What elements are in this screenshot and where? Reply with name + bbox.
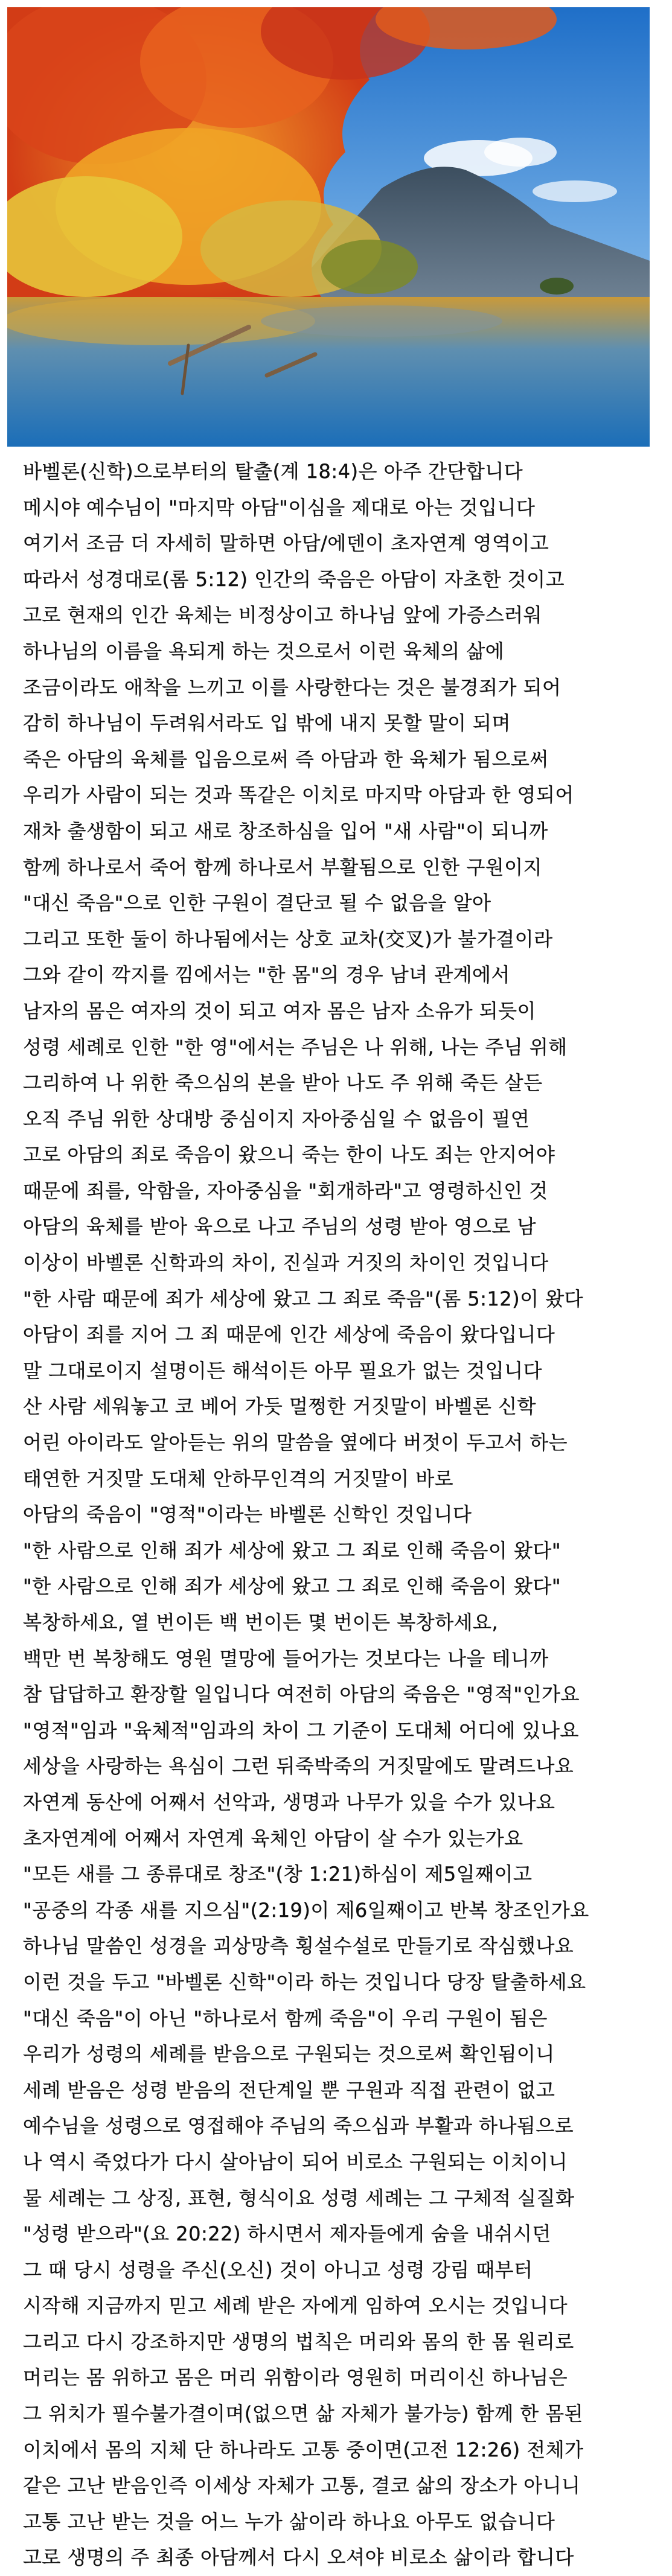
text-line: "대신 죽음"이 아닌 "하나로서 함께 죽음"이 우리 구원이 됨은: [23, 2006, 548, 2030]
text-line: 우리가 성령의 세례를 받음으로 구원되는 것으로써 확인됨이니: [23, 2042, 555, 2066]
text-line: 참 답답하고 환장할 일입니다 여전히 아담의 죽음은 "영적"인가요: [23, 1683, 580, 1706]
text-line: 바벨론(신학)으로부터의 탈출(계 18:4)은 아주 간단합니다: [23, 460, 523, 483]
text-line: 복창하세요, 열 번이든 백 번이든 몇 번이든 복창하세요,: [23, 1611, 499, 1634]
text-line: 고로 아담의 죄로 죽음이 왔으니 죽는 한이 나도 죄는 안지어야: [23, 1143, 555, 1167]
text-line: 세례 받음은 성령 받음의 전단계일 뿐 구원과 직접 관련이 없고: [23, 2078, 555, 2102]
text-line: 고통 고난 받는 것을 어느 누가 삶이라 하나요 아무도 없습니다: [23, 2510, 555, 2533]
text-line: 예수님을 성령으로 영접해야 주님의 죽으심과 부활과 하나됨으로: [23, 2114, 574, 2138]
text-line: 하나님 말씀인 성경을 괴상망측 횡설수설로 만들기로 작심했나요: [23, 1934, 574, 1958]
text-line: "한 사람 때문에 죄가 세상에 왔고 그 죄로 죽음"(롬 5:12)이 왔다: [23, 1287, 584, 1310]
text-line: 머리는 몸 위하고 몸은 머리 위함이라 영원히 머리이신 하나님은: [23, 2366, 568, 2389]
text-line: 오직 주님 위한 상대방 중심이지 자아중심일 수 없음이 필연: [23, 1107, 530, 1130]
text-line: 아담이 죄를 지어 그 죄 때문에 인간 세상에 죽음이 왔다입니다: [23, 1323, 555, 1347]
text-line: 이치에서 몸의 지체 단 하나라도 고통 중이면(고전 12:26) 전체가: [23, 2438, 584, 2461]
text-line: "모든 새를 그 종류대로 창조"(창 1:21)하심이 제5일째이고: [23, 1863, 533, 1886]
text-line: 물 세례는 그 상징, 표현, 형식이요 성령 세례는 그 구체적 실질화: [23, 2186, 575, 2210]
text-line: 시작해 지금까지 믿고 세례 받은 자에게 임하여 오시는 것입니다: [23, 2294, 568, 2318]
text-line: 재차 출생함이 되고 새로 창조하심을 입어 "새 사람"이 되니까: [23, 819, 548, 843]
text-line: 메시야 예수님이 "마지막 아담"이심을 제대로 아는 것입니다: [23, 496, 536, 519]
article-body: [23, 454, 663, 2576]
text-line: 같은 고난 받음인즉 이세상 자체가 고통, 결코 삶의 장소가 아니니: [23, 2474, 581, 2498]
text-line: 아담의 죽음이 "영적"이라는 바벨론 신학인 것입니다: [23, 1503, 472, 1526]
text-line: 나 역시 죽었다가 다시 살아남이 되어 비로소 구원되는 이치이니: [23, 2150, 568, 2173]
text-line: "공중의 각종 새를 지으심"(2:19)이 제6일째이고 반복 창조인가요: [23, 1898, 589, 1922]
text-line: 자연계 동산에 어째서 선악과, 생명과 나무가 있을 수가 있나요: [23, 1790, 555, 1814]
text-line: 이런 것을 두고 "바벨론 신학"이라 하는 것입니다 당장 탈출하세요: [23, 1970, 586, 1994]
text-line: 남자의 몸은 여자의 것이 되고 여자 몸은 남자 소유가 되듯이: [23, 999, 536, 1022]
text-line: 죽은 아담의 육체를 입음으로써 즉 아담과 한 육체가 됨으로써: [23, 747, 549, 771]
text-line: 따라서 성경대로(롬 5:12) 인간의 죽음은 아담이 자초한 것이고: [23, 567, 565, 591]
text-line: "성령 받으라"(요 20:22) 하시면서 제자들에게 숨을 내쉬시던: [23, 2222, 551, 2246]
text-line: 그리고 다시 강조하지만 생명의 법칙은 머리와 몸의 한 몸 원리로: [23, 2330, 574, 2353]
text-line: 고로 현재의 인간 육체는 비정상이고 하나님 앞에 가증스러워: [23, 604, 543, 627]
text-line: 고로 생명의 주 최종 아담께서 다시 오셔야 비로소 삶이라 합니다: [23, 2546, 574, 2569]
text-line: "한 사람으로 인해 죄가 세상에 왔고 그 죄로 인해 죽음이 왔다": [23, 1575, 562, 1598]
text-line: 우리가 사람이 되는 것과 똑같은 이치로 마지막 아담과 한 영되어: [23, 783, 574, 807]
text-line: "영적"임과 "육체적"임과의 차이 그 기준이 도대체 어디에 있나요: [23, 1718, 579, 1742]
text-line: 이상이 바벨론 신학과의 차이, 진실과 거짓의 차이인 것입니다: [23, 1251, 549, 1275]
text-line: 그 때 당시 성령을 주신(오신) 것이 아니고 성령 강림 때부터: [23, 2258, 533, 2281]
text-line: 그와 같이 깍지를 낌에서는 "한 몸"의 경우 남녀 관계에서: [23, 963, 510, 987]
text-line: 함께 하나로서 죽어 함께 하나로서 부활됨으로 인한 구원이지: [23, 855, 543, 879]
text-line: 하나님의 이름을 욕되게 하는 것으로서 이런 육체의 삶에: [23, 639, 505, 663]
photo-autumn-lake-mountain-icon: [7, 7, 650, 447]
text-line: 아담의 육체를 받아 육으로 나고 주님의 성령 받아 영으로 남: [23, 1215, 536, 1239]
text-line: 때문에 죄를, 악함을, 자아중심을 "회개하라"고 영령하신인 것: [23, 1179, 548, 1202]
photo-autumn-lake-mountain: [7, 7, 650, 447]
text-line: 감히 하나님이 두려워서라도 입 밖에 내지 못할 말이 되며: [23, 712, 511, 735]
text-line: 조금이라도 애착을 느끼고 이를 사랑한다는 것은 불경죄가 되어: [23, 675, 562, 699]
text-line: 성령 세례로 인한 "한 영"에서는 주님은 나 위해, 나는 주님 위해: [23, 1035, 568, 1059]
text-line: 백만 번 복창해도 영원 멸망에 들어가는 것보다는 나을 테니까: [23, 1647, 549, 1670]
text-line: "한 사람으로 인해 죄가 세상에 왔고 그 죄로 인해 죽음이 왔다": [23, 1538, 562, 1562]
text-line: 태연한 거짓말 도대체 안하무인격의 거짓말이 바로: [23, 1467, 454, 1490]
text-line: 세상을 사랑하는 욕심이 그런 뒤죽박죽의 거짓말에도 말려드나요: [23, 1755, 574, 1778]
text-line: 그리고 또한 둘이 하나됨에서는 상호 교차(交叉)가 불가결이라: [23, 927, 553, 951]
text-line: 그리하여 나 위한 죽으심의 본을 받아 나도 주 위해 죽든 살든: [23, 1071, 543, 1095]
text-line: 초자연계에 어째서 자연계 육체인 아담이 살 수가 있는가요: [23, 1826, 523, 1850]
text-line: "대신 죽음"으로 인한 구원이 결단코 될 수 없음을 알아: [23, 891, 491, 915]
text-line: 어린 아이라도 알아듣는 위의 말씀을 옆에다 버젓이 두고서 하는: [23, 1431, 568, 1455]
text-line: 산 사람 세워놓고 코 베어 가듯 멀쩡한 거짓말이 바벨론 신학: [23, 1395, 536, 1418]
text-line: 그 위치가 필수불가결이며(없으면 삶 자체가 불가능) 함께 한 몸된: [23, 2402, 584, 2426]
text-line: 말 그대로이지 설명이든 해석이든 아무 필요가 없는 것입니다: [23, 1359, 543, 1382]
text-line: 여기서 조금 더 자세히 말하면 아담/에덴이 초자연계 영역이고: [23, 532, 549, 555]
